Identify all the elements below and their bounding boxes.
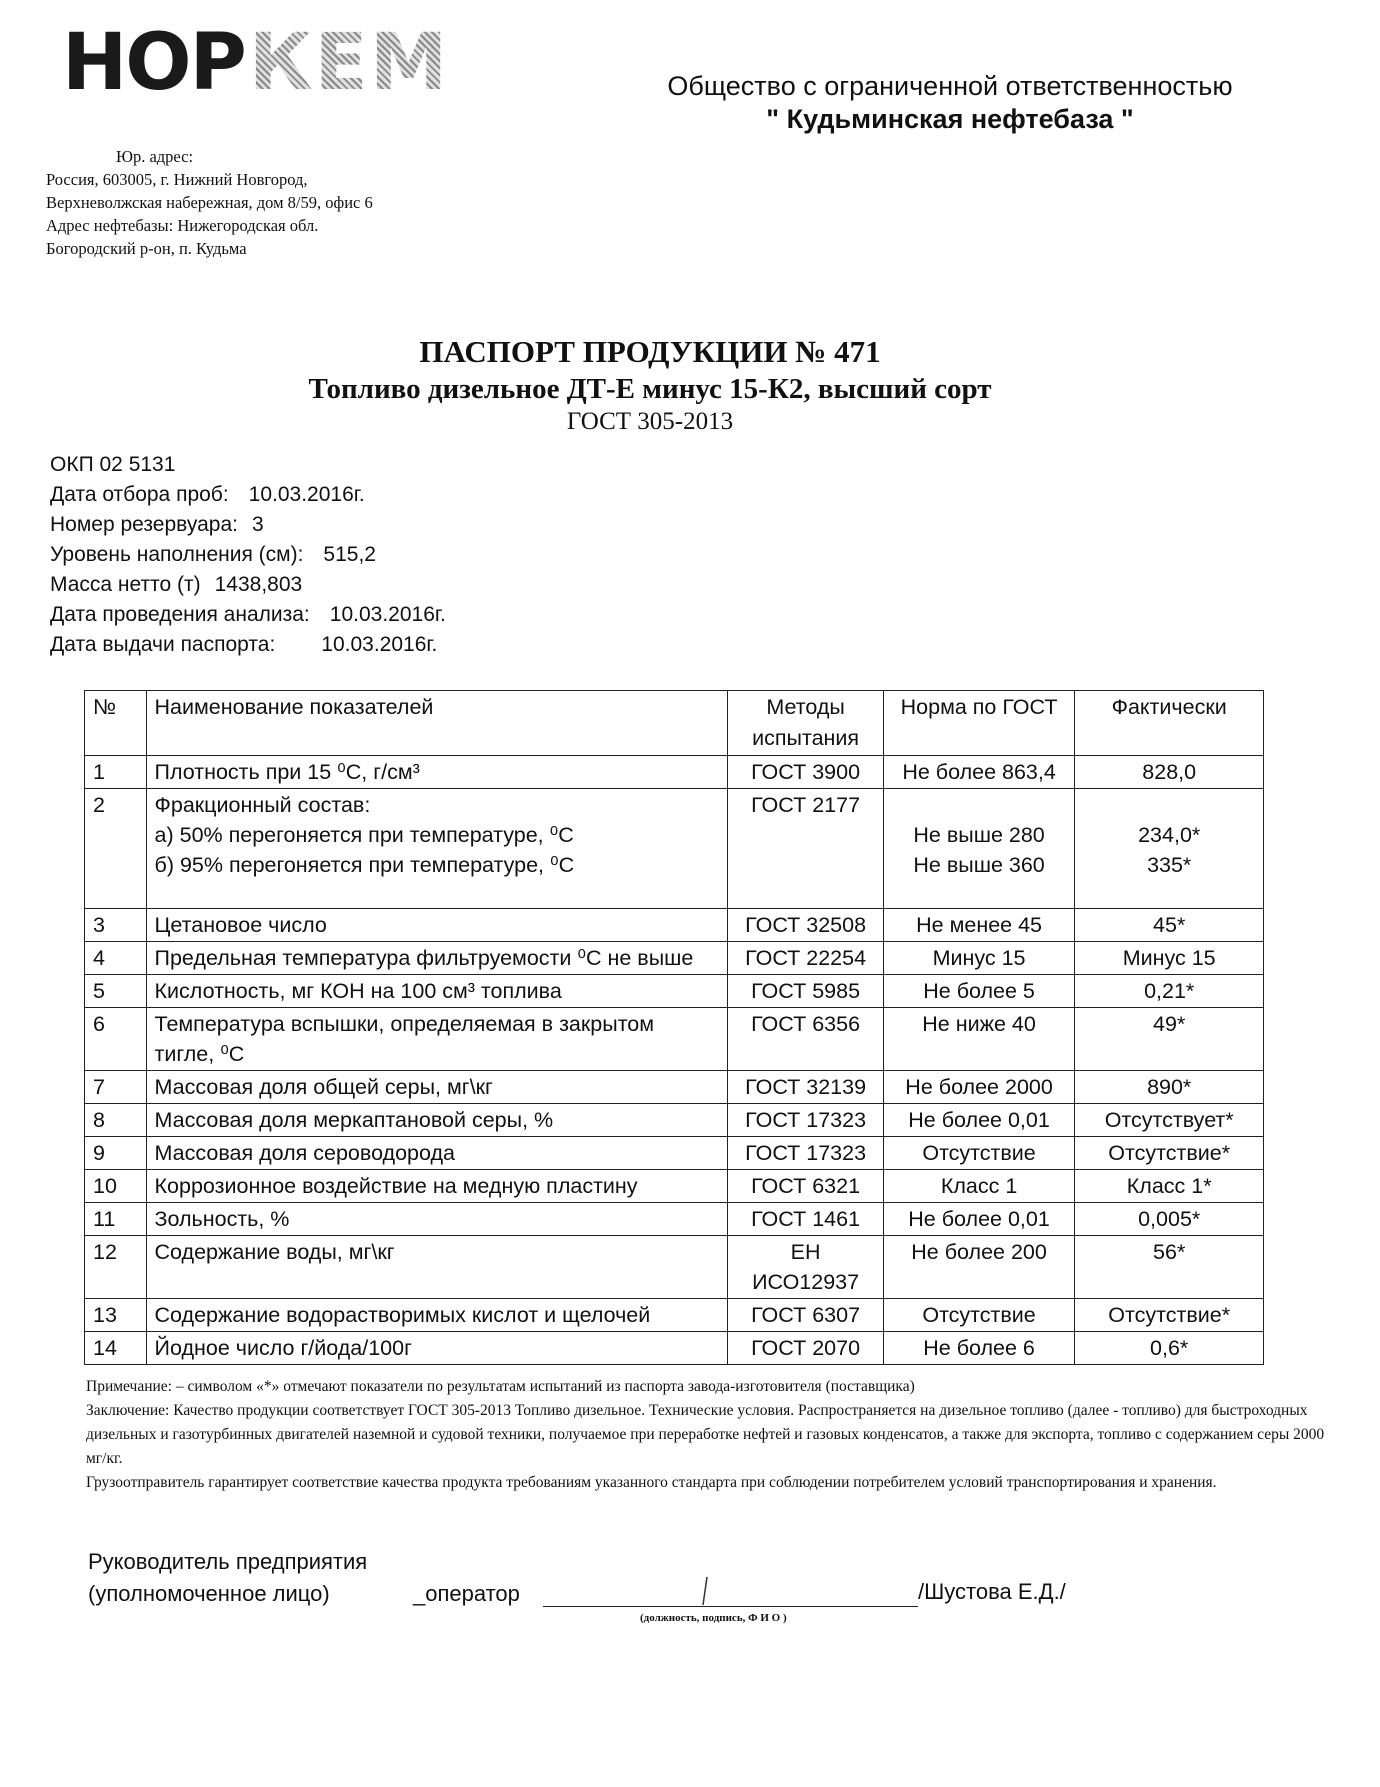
table-row [85, 1299, 1264, 1332]
row-num: 8 [85, 1104, 147, 1137]
signatory-position: _оператор [413, 1581, 520, 1606]
row-norm: Не более 863,4 [883, 756, 1075, 789]
table-row [85, 909, 1264, 942]
row-actual: 0,6* [1075, 1332, 1264, 1365]
row-name-line: Фракционный состав: [154, 793, 371, 817]
row-method-line: ЕН [790, 1240, 821, 1264]
row-name: Массовая доля меркаптановой серы, % [146, 1104, 728, 1137]
row-num: 10 [85, 1170, 147, 1203]
row-name: Кислотность, мг КОН на 100 см³ топлива [146, 975, 728, 1008]
row-norm: Класс 1 [883, 1170, 1075, 1203]
row-method: ГОСТ 5985 [728, 975, 883, 1008]
org-type: Общество с ограниченной ответственностью [667, 71, 1233, 101]
conclusion-text: Заключение: Качество продукции соответствует ГОСТ 305-2013 Топливо дизельное. Технические условия. Распространяется на дизельное топливо (далее - топливо) для быстроходных дизельных и газотурбинных двигателей наземной и судовой техники, получаемое при переработке нефтей и газовых конденсатов, а также для экспорта, топливо с содержанием серы 2000 мг/кг. [86, 1402, 1325, 1467]
product-name: Топливо дизельное ДТ-Е минус 15-К2, высший сорт [308, 373, 992, 405]
row-method-line: ИСО12937 [752, 1270, 860, 1294]
row-name [146, 789, 728, 909]
table-row [85, 1236, 1264, 1299]
row-method: ГОСТ 6307 [728, 1299, 883, 1332]
row-num: 14 [85, 1332, 147, 1365]
mass-label: Масса нетто (т) [50, 573, 201, 596]
row-name: Массовая доля общей серы, мг\кг [146, 1071, 728, 1104]
row-actual: Отсутствие* [1075, 1299, 1264, 1332]
legal-address [46, 145, 373, 260]
row-actual: Класс 1* [1075, 1170, 1264, 1203]
table-row [85, 1008, 1264, 1071]
row-name-line: тигле, ⁰С [154, 1042, 245, 1066]
signatory-role [88, 1546, 367, 1610]
row-num: 6 [85, 1008, 147, 1071]
quality-table [84, 690, 1264, 1365]
note-text: Примечание: – символом «*» отмечают показатели по результатам испытаний из паспорта завода-изготовителя (поставщика) [86, 1378, 915, 1395]
organization-header [600, 70, 1300, 136]
row-num: 3 [85, 909, 147, 942]
row-actual: Минус 15 [1075, 942, 1264, 975]
guarantee-text: Грузоотправитель гарантирует соответствие качества продукта требованиям указанного стандарта при соблюдении потребителем условий транспортирования и хранения. [86, 1474, 1217, 1491]
row-norm-line: Не выше 280 [913, 823, 1045, 847]
analysis-date-row [50, 600, 446, 630]
row-method: ГОСТ 17323 [728, 1137, 883, 1170]
analysis-date-label: Дата проведения анализа: [50, 603, 310, 626]
address-label: Юр. адрес: [116, 147, 194, 166]
row-name: Зольность, % [146, 1203, 728, 1236]
row-num: 12 [85, 1236, 147, 1299]
mass-value: 1438,803 [214, 573, 303, 596]
row-method: ГОСТ 1461 [728, 1203, 883, 1236]
sample-date-value: 10.03.2016г. [248, 483, 365, 506]
org-name: " Кудьминская нефтебаза " [766, 104, 1134, 134]
table-row [85, 1137, 1264, 1170]
okp-code: ОКП 02 5131 [50, 453, 176, 476]
level-label: Уровень наполнения (см): [50, 543, 304, 566]
issue-date-label: Дата выдачи паспорта: [50, 633, 276, 656]
row-actual-line: 234,0* [1138, 823, 1201, 847]
row-actual: 828,0 [1075, 756, 1264, 789]
row-norm [883, 789, 1075, 909]
signature-mark-icon [695, 1575, 715, 1609]
logo-dark-text: НОР [62, 18, 245, 108]
table-row [85, 1170, 1264, 1203]
company-logo [62, 18, 522, 108]
header-method-line: Методы [766, 695, 845, 719]
issue-date-row [50, 630, 446, 660]
tank-value: 3 [251, 513, 264, 536]
row-actual: 49* [1075, 1008, 1264, 1071]
row-method: ГОСТ 6321 [728, 1170, 883, 1203]
row-name: Коррозионное воздействие на медную пластину [146, 1170, 728, 1203]
table-row [85, 1332, 1264, 1365]
header-method-line: испытания [752, 726, 860, 750]
row-norm: Отсутствие [883, 1299, 1075, 1332]
row-num: 13 [85, 1299, 147, 1332]
row-method: ГОСТ 17323 [728, 1104, 883, 1137]
row-num: 4 [85, 942, 147, 975]
row-method: ГОСТ 32508 [728, 909, 883, 942]
row-actual: 45* [1075, 909, 1264, 942]
row-name-line: б) 95% перегоняется при температуре, ⁰С [154, 853, 575, 877]
row-name-line: а) 50% перегоняется при температуре, ⁰С [154, 823, 574, 847]
row-method: ГОСТ 22254 [728, 942, 883, 975]
row-method: ГОСТ 2070 [728, 1332, 883, 1365]
row-norm: Отсутствие [883, 1137, 1075, 1170]
row-actual: 0,21* [1075, 975, 1264, 1008]
notes-section [86, 1375, 1346, 1495]
row-name: Массовая доля сероводорода [146, 1137, 728, 1170]
signature-line [543, 1606, 918, 1607]
product-standard: ГОСТ 305-2013 [566, 408, 734, 435]
table-row [85, 975, 1264, 1008]
row-norm: Не более 2000 [883, 1071, 1075, 1104]
row-actual: Отсутствие* [1075, 1137, 1264, 1170]
row-actual: 890* [1075, 1071, 1264, 1104]
row-norm: Не менее 45 [883, 909, 1075, 942]
row-num: 1 [85, 756, 147, 789]
header-method [728, 691, 883, 756]
row-actual: 0,005* [1075, 1203, 1264, 1236]
analysis-date-value: 10.03.2016г. [329, 603, 446, 626]
row-norm: Минус 15 [883, 942, 1075, 975]
table-row [85, 789, 1264, 909]
row-num: 9 [85, 1137, 147, 1170]
row-num: 11 [85, 1203, 147, 1236]
address-line: Богородский р-он, п. Кудьма [46, 239, 247, 258]
row-actual [1075, 789, 1264, 909]
row-name: Содержание воды, мг\кг [146, 1236, 728, 1299]
row-method: ГОСТ 3900 [728, 756, 883, 789]
address-line: Россия, 603005, г. Нижний Новгород, [46, 170, 308, 189]
tank-row [50, 510, 446, 540]
signatory-name: /Шустова Е.Д./ [918, 1579, 1066, 1604]
table-header-row [85, 691, 1264, 756]
level-row [50, 540, 446, 570]
row-name: Предельная температура фильтруемости ⁰С не выше [146, 942, 728, 975]
row-norm: Не более 6 [883, 1332, 1075, 1365]
role-line: Руководитель предприятия [88, 1549, 368, 1574]
row-norm: Не более 0,01 [883, 1104, 1075, 1137]
issue-date-value: 10.03.2016г. [321, 633, 438, 656]
row-norm: Не более 200 [883, 1236, 1075, 1299]
header-norm: Норма по ГОСТ [883, 691, 1075, 756]
row-name: Плотность при 15 ⁰С, г/см³ [146, 756, 728, 789]
mass-row [50, 570, 446, 600]
table-row [85, 1203, 1264, 1236]
row-name: Содержание водорастворимых кислот и щелочей [146, 1299, 728, 1332]
header-actual: Фактически [1075, 691, 1264, 756]
header-name: Наименование показателей [146, 691, 728, 756]
header-num: № [85, 691, 147, 756]
row-method: ГОСТ 6356 [728, 1008, 883, 1071]
signature-caption: (должность, подпись, Ф И О ) [640, 1612, 787, 1624]
document-title [200, 333, 1100, 437]
row-num: 7 [85, 1071, 147, 1104]
row-norm-line: Не выше 360 [913, 853, 1045, 877]
sample-date-row [50, 480, 446, 510]
row-actual: 56* [1075, 1236, 1264, 1299]
sample-date-label: Дата отбора проб: [50, 483, 229, 506]
row-norm: Не более 0,01 [883, 1203, 1075, 1236]
row-method: ГОСТ 32139 [728, 1071, 883, 1104]
table-row [85, 1071, 1264, 1104]
tank-label: Номер резервуара: [50, 513, 238, 536]
row-actual: Отсутствует* [1075, 1104, 1264, 1137]
table-row [85, 1104, 1264, 1137]
address-line: Верхневолжская набережная, дом 8/59, офис 6 [46, 193, 373, 212]
row-name [146, 1008, 728, 1071]
passport-number: ПАСПОРТ ПРОДУКЦИИ № 471 [419, 334, 881, 369]
address-line: Адрес нефтебазы: Нижегородская обл. [46, 216, 319, 235]
row-num: 5 [85, 975, 147, 1008]
row-actual-line: 335* [1147, 853, 1192, 877]
row-method [728, 1236, 883, 1299]
sample-info [50, 450, 446, 660]
logo-light-text: КЕМ [248, 18, 450, 108]
role-line: (уполномоченное лицо) [88, 1581, 330, 1606]
level-value: 515,2 [323, 543, 376, 566]
row-norm: Не более 5 [883, 975, 1075, 1008]
row-name: Йодное число г/йода/100г [146, 1332, 728, 1365]
table-row [85, 942, 1264, 975]
table-row [85, 756, 1264, 789]
row-norm: Не ниже 40 [883, 1008, 1075, 1071]
row-name: Цетановое число [146, 909, 728, 942]
row-method: ГОСТ 2177 [728, 789, 883, 909]
row-num: 2 [85, 789, 147, 909]
row-name-line: Температура вспышки, определяемая в закрытом [154, 1012, 655, 1036]
